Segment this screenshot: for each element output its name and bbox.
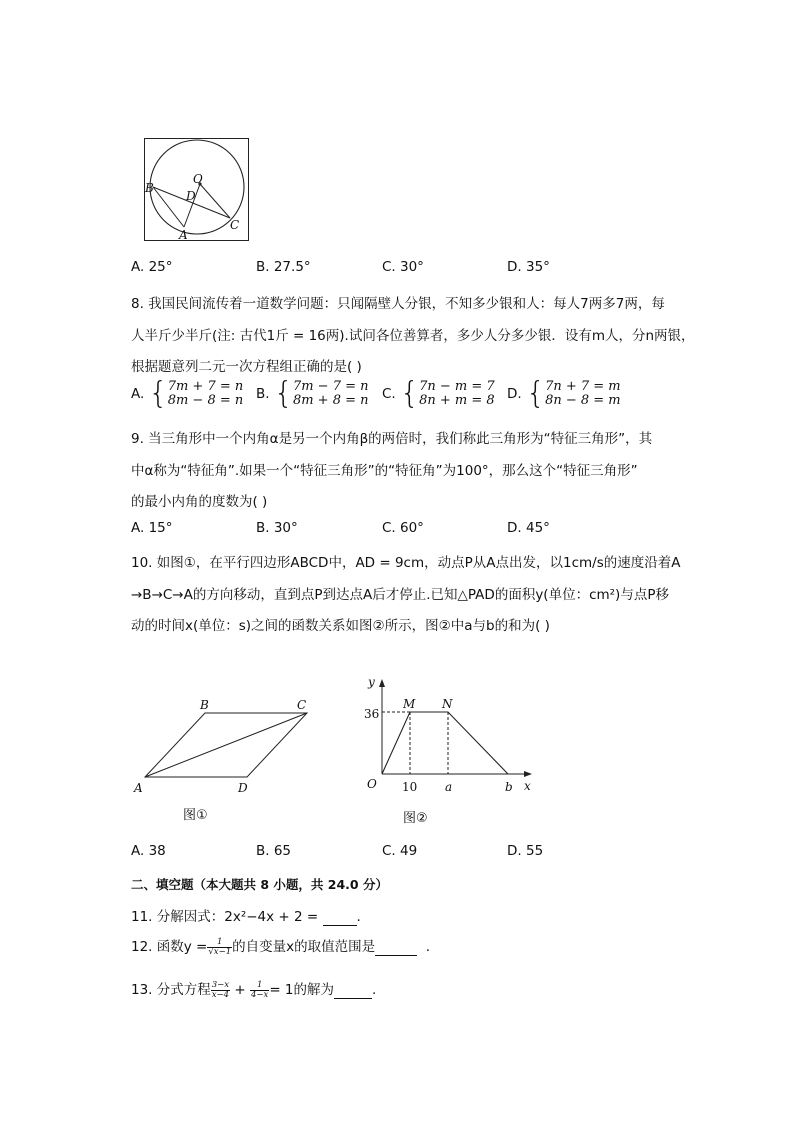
q10-line-1: 10. 如图①，在平行四边形ABCD中，AD = 9cm，动点P从A点出发，以1cm/s的速度沿着A [131,555,681,571]
q13-frac2-num: 1 [250,981,269,991]
q10-x-tick-a: a [445,780,453,794]
q10-y-label: y [368,675,375,689]
q8-option-a-letter: A. [131,386,145,402]
q12-frac-num: 1 [207,938,232,948]
q11-end: . [356,909,361,925]
q10-option-d[interactable]: D. 55 [507,843,544,859]
q7-label-D: D [186,189,196,203]
q10-fig2-caption: 图② [403,811,428,826]
q12-frac-den: √x−1 [208,946,232,957]
q8-option-d-letter: D. [507,386,522,402]
q9-option-d[interactable]: D. 45° [507,520,550,536]
q7-radius-OC [200,184,230,218]
q10-x-tick-b: b [505,780,513,794]
q13-end: . [372,982,377,998]
q10-line-3: 动的时间x(单位：s)之间的函数关系如图②所示，图②中a与b的和为( ) [131,618,550,634]
q9-option-b[interactable]: B. 30° [256,520,298,536]
q10-x-label: x [524,779,531,793]
q7-option-c[interactable]: C. 30° [382,259,424,275]
q10-figure-2 [350,670,540,835]
q8-option-b[interactable] [256,376,369,411]
q10-point-M: M [403,697,416,711]
brace-icon: { [273,376,293,411]
q10-origin-label: O [367,777,377,791]
q13-frac1-num: 3−x [211,979,230,990]
q8-option-c-eq1: 7n − m = 7 [419,379,495,394]
q8-line-1: 8. 我国民间流传着一道数学问题：只闻隔壁人分银，不知多少银和人：每人7两多7两，每 [131,296,665,312]
q8-option-c[interactable] [382,376,495,411]
q10-y-arrow-icon [379,679,385,687]
q8-option-d-eq1: 7n + 7 = m [545,379,621,394]
q13-frac2-den: 4−x [251,989,269,1000]
q10-point-N: N [442,697,453,711]
q12-suffix: 的自变量x的取值范围是 [232,939,376,955]
q12-prefix: 12. 函数y = [131,939,208,955]
brace-icon: { [148,376,168,411]
q13-suffix: = 1的解为 [269,982,335,998]
q8-option-d-eq2: 8n − 8 = m [545,393,621,408]
q9-option-a[interactable]: A. 15° [131,520,173,536]
q10-fig1-label-C: C [297,698,307,712]
q7-label-C: C [230,218,240,232]
q13-frac1-den: x−4 [211,989,230,1000]
q12 [131,935,430,957]
q7-option-b[interactable]: B. 27.5° [256,259,311,275]
q13-prefix: 13. 分式方程 [131,982,211,998]
q10-fig1-label-B: B [200,698,209,712]
q8-option-d[interactable] [507,376,621,411]
q12-end: . [425,939,430,955]
q10-x-arrow-icon [524,771,532,777]
q10-option-c[interactable]: C. 49 [382,843,418,859]
q7-figure [144,138,250,242]
brace-icon: { [400,376,420,411]
q11-text: 11. 分解因式：2x²−4x + 2 = [131,909,319,925]
brace-icon: { [525,376,546,411]
q8-option-a-eq2: 8m − 8 = n [167,393,244,408]
q7-circle-diagram [144,138,250,242]
q8-option-a-system [168,380,244,408]
q10-parallelogram-diagram [125,690,325,830]
q12-answer-blank[interactable] [375,939,417,956]
q9-option-c[interactable]: C. 60° [382,520,424,536]
q8-option-d-system [545,380,621,408]
q8-option-a[interactable] [131,376,244,411]
q10-y-tick-36: 36 [364,707,380,721]
q10-fig1-label-D: D [238,781,248,795]
q7-label-B: B [145,181,154,195]
q9-line-2: 中α称为“特征角”.如果一个“特征三角形”的“特征角”为100°，那么这个“特征三角形” [131,463,638,479]
section-heading-fill-in: 二、填空题（本大题共 8 小题，共 24.0 分） [131,877,388,892]
q13-answer-blank[interactable] [334,982,372,999]
q10-diagonal-AC [145,713,307,777]
q10-figure-1 [125,690,325,830]
q10-fig1-caption: 图① [183,808,208,823]
q8-option-c-letter: C. [382,386,396,402]
q7-option-a[interactable]: A. 25° [131,259,173,275]
q8-option-a-eq1: 7m + 7 = n [167,379,244,394]
q9-line-3: 的最小内角的度数为( ) [131,494,268,510]
q8-option-b-system [293,380,369,408]
q10-option-a[interactable]: A. 38 [131,843,166,859]
q9-line-1: 9. 当三角形中一个内角α是另一个内角β的两倍时，我们称此三角形为“特征三角形”，其 [131,431,653,447]
q10-fig1-label-A: A [134,781,143,795]
q8-option-b-eq2: 8m + 8 = n [292,393,369,408]
q8-line-2: 人半斤少半斤(注: 古代1斤 = 16两).试问各位善算者，多少人分多少银．设有m人，分n两银， [131,328,695,344]
q10-option-b[interactable]: B. 65 [256,843,292,859]
q13-fraction-2 [250,981,269,1000]
q11 [131,905,361,926]
q8-option-b-letter: B. [256,386,270,402]
q12-fraction [207,938,232,957]
q10-function-graph [382,712,508,774]
q11-answer-blank[interactable] [323,909,357,926]
q8-line-3: 根据题意列二元一次方程组正确的是( ) [131,359,362,375]
q7-label-O: O [193,172,203,186]
q8-option-c-eq2: 8n + m = 8 [419,393,495,408]
q13-plus: + [234,982,246,998]
q7-option-d[interactable]: D. 35° [507,259,550,275]
q10-line-2: →B→C→A的方向移动，直到点P到达点A后才停止.已知△PAD的面积y(单位：cm²)与点P移 [131,587,669,603]
q8-option-c-system [419,380,495,408]
q8-option-b-eq1: 7m − 7 = n [292,379,369,394]
q13 [131,978,376,1000]
q10-x-tick-10: 10 [402,780,418,794]
q7-label-A: A [179,228,188,242]
q10-graph-diagram [350,670,540,835]
q13-fraction-1 [211,981,230,1000]
